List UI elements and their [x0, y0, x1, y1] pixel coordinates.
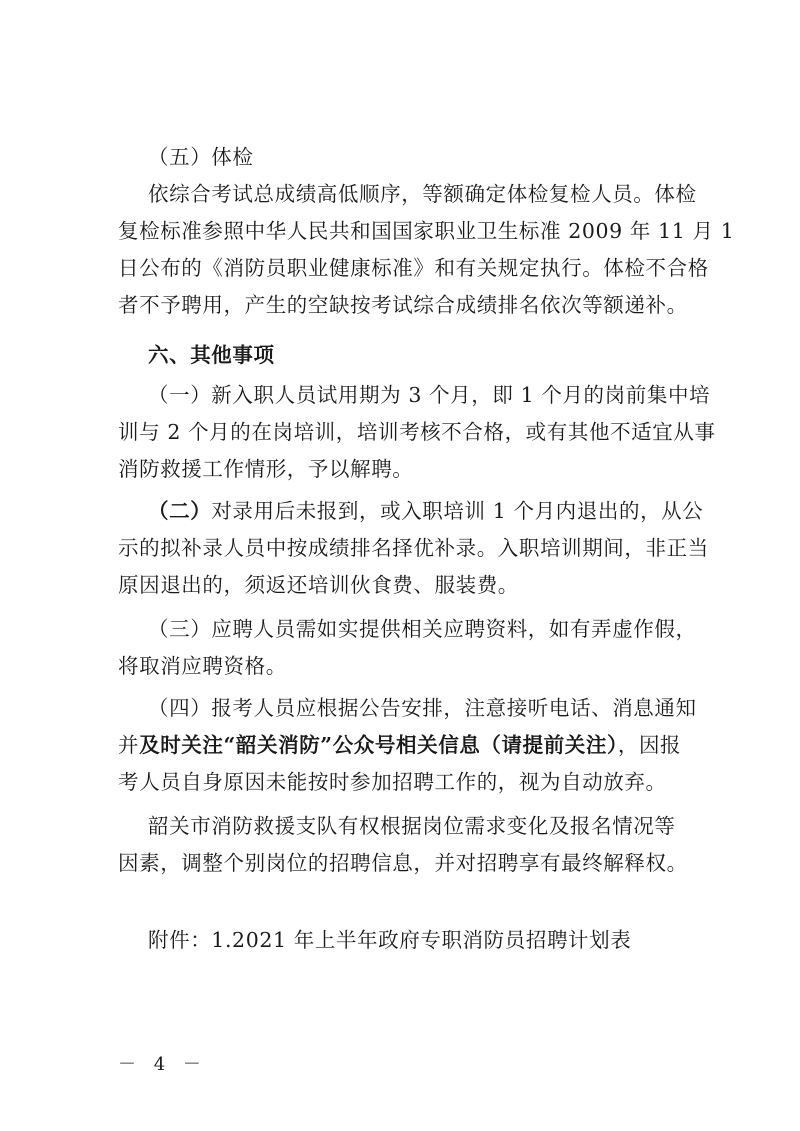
closing-statement [118, 808, 692, 882]
paragraph-line: 示的拟补录人员中按成绩排名择优补录。入职培训期间，非正当 [118, 536, 709, 560]
attachment-text: 附件：1.2021 年上半年政府专职消防员招聘计划表 [148, 928, 632, 952]
paragraph-line: 者不予聘用，产生的空缺按考试综合成绩排名依次等额递补。 [118, 293, 688, 317]
item-text: 并 [118, 733, 140, 757]
paragraph-line: 消防救援工作情形，予以解聘。 [118, 457, 414, 481]
attachment-line [118, 922, 692, 959]
paragraph-line: 日公布的《消防员职业健康标准》和有关规定执行。体检不合格 [118, 256, 709, 280]
item-3 [118, 611, 697, 685]
paragraph-line: 原因退出的，须返还培训伙食费、服装费。 [118, 573, 519, 597]
paragraph-line: 训与 2 个月的在岗培训，培训考核不合格，或有其他不适宜从事 [118, 420, 716, 444]
paragraph-line [118, 493, 704, 530]
paragraph-line: （四）报考人员应根据公告安排，注意接听电话、消息通知 [148, 696, 697, 720]
paragraph-line: 因素，调整个别岗位的招聘信息，并对招聘享有最终解释权。 [118, 851, 688, 875]
item-text: ，因报 [617, 733, 682, 757]
paragraph-line: （三）应聘人员需如实提供相关应聘资料，如有弄虚作假， [148, 617, 697, 641]
paragraph-line: 复检标准参照中华人民共和国国家职业卫生标准 2009 年 11 月 1 [118, 219, 735, 243]
item-1 [118, 377, 716, 488]
section-other-matters [118, 337, 692, 374]
paragraph-line: 韶关市消防救援支队有权根据岗位需求变化及报名情况等 [148, 814, 676, 838]
emphasis-text: 及时关注“韶关消防”公众号相关信息（请提前关注） [139, 733, 618, 757]
section-physical-exam [118, 139, 735, 324]
item-2 [118, 493, 709, 604]
paragraph-line: 考人员自身原因未能按时参加招聘工作的，视为自动放弃。 [118, 770, 667, 794]
item-text: 对录用后未报到，或入职培训 1 个月内退出的，从公 [211, 499, 704, 523]
section-heading: （五）体检 [148, 145, 254, 169]
page-number: － 4 － [118, 1054, 207, 1075]
paragraph-line [118, 727, 692, 764]
item-label: （二） [148, 499, 212, 523]
paragraph-line: 将取消应聘资格。 [118, 654, 287, 678]
item-4 [118, 690, 697, 801]
section-heading: 六、其他事项 [148, 343, 275, 367]
paragraph-line: 依综合考试总成绩高低顺序，等额确定体检复检人员。体检 [148, 182, 697, 206]
paragraph-line: （一）新入职人员试用期为 3 个月，即 1 个月的岗前集中培 [148, 383, 711, 407]
